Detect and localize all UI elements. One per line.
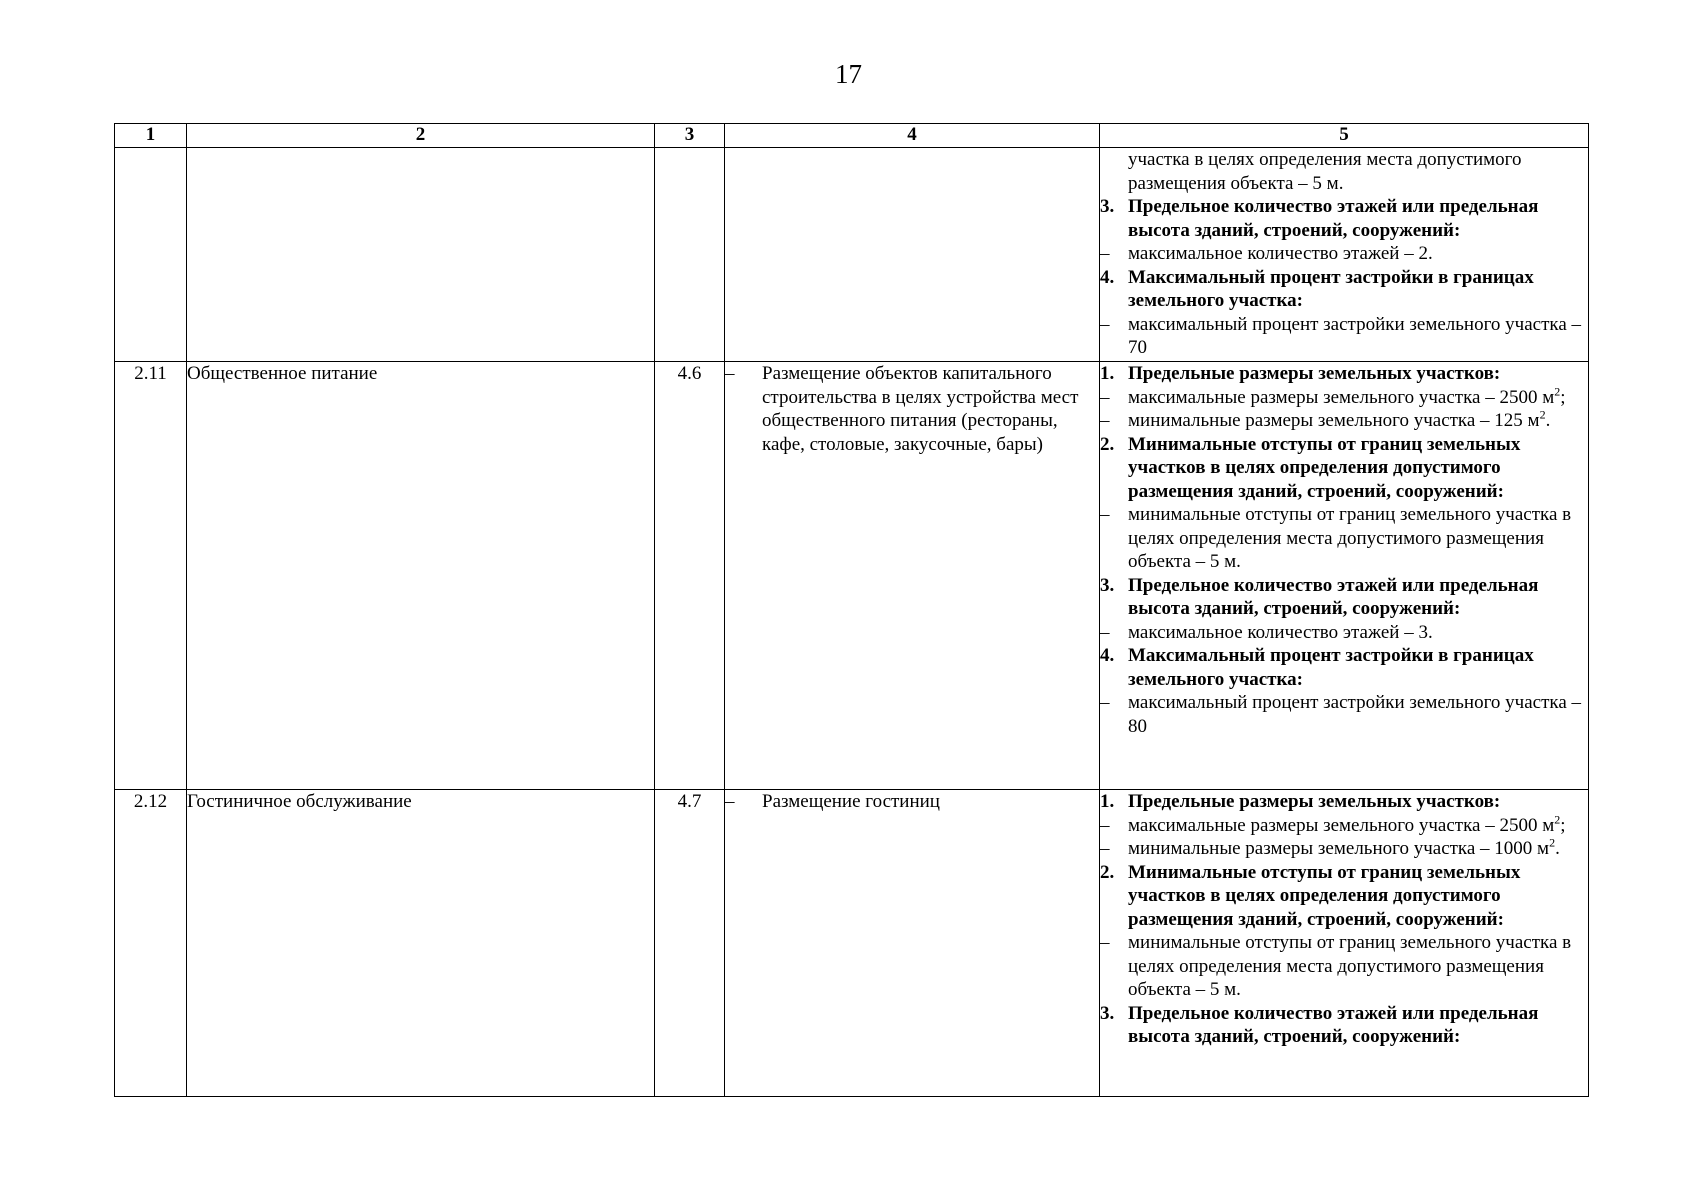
use-code-cell: 4.6 [655, 362, 725, 790]
dash-marker: – [1100, 814, 1110, 836]
description-cell [725, 148, 1100, 362]
parameter-text-main: Максимальный процент застройки в границах земельного участка: [1128, 266, 1534, 311]
row-number-cell [115, 148, 187, 362]
parameter-text [1128, 313, 1588, 360]
description-cell [725, 790, 1100, 1097]
parameter-text [1128, 148, 1588, 195]
parameter-text [1128, 837, 1588, 861]
dash-marker: – [1100, 410, 1110, 431]
parameter-text [1128, 433, 1588, 504]
table-row [115, 148, 1589, 362]
parameter-item [1100, 503, 1588, 574]
parameter-text [1128, 621, 1588, 645]
parameter-text-main: максимальное количество этажей – 3. [1128, 621, 1433, 643]
parameters-cell [1100, 790, 1589, 1097]
superscript: 2 [1554, 812, 1561, 827]
parameter-text-suffix: ; [1560, 814, 1566, 836]
use-name-cell: Гостиничное обслуживание [187, 790, 655, 1097]
heading-number: 1. [1100, 363, 1115, 384]
parameter-text-main: максимальный процент застройки земельного участка – 80 [1128, 692, 1582, 737]
use-name-cell [187, 148, 655, 362]
parameter-text [1128, 386, 1588, 410]
dash-marker: – [1100, 692, 1110, 713]
heading-number: 1. [1100, 791, 1115, 812]
heading-number: 2. [1100, 861, 1115, 883]
parameter-item [1100, 409, 1588, 433]
parameter-text [1128, 266, 1588, 313]
parameter-text-main: Максимальный процент застройки в границах земельного участка: [1128, 645, 1534, 690]
parameter-item [1100, 837, 1588, 861]
parameter-item [1100, 313, 1588, 360]
description-cell [725, 362, 1100, 790]
parameter-text [1128, 790, 1588, 814]
parameter-heading [1100, 362, 1588, 386]
parameter-text [1128, 1002, 1588, 1049]
page-number: 17 [835, 59, 862, 89]
parameter-text-main: Предельное количество этажей или предельная высота зданий, строений, сооружений: [1128, 1002, 1539, 1047]
parameter-item [1100, 386, 1588, 410]
superscript: 2 [1554, 384, 1561, 399]
parameter-text-main: минимальные отступы от границ земельного участка в целях определения места допустимого размещения объекта – 5 м. [1128, 932, 1572, 1000]
parameter-text-suffix: . [1545, 410, 1551, 431]
dash-marker: – [1100, 621, 1110, 643]
parameter-heading [1100, 861, 1588, 932]
parameter-item [1100, 814, 1588, 838]
dash-marker: – [1100, 504, 1110, 525]
parameter-heading [1100, 644, 1588, 691]
parameters-cell [1100, 148, 1589, 362]
parameter-text-main: максимальные размеры земельного участка – 2500 м [1128, 814, 1555, 836]
column-header: 4 [725, 124, 1100, 148]
parameter-heading [1100, 790, 1588, 814]
column-header: 2 [187, 124, 655, 148]
parameter-heading [1100, 1002, 1588, 1049]
heading-number: 4. [1100, 266, 1115, 288]
description-text: Размещение гостиниц [762, 791, 940, 812]
table-row [115, 362, 1589, 790]
dash-marker: – [1100, 838, 1110, 859]
parameter-text [1128, 574, 1588, 621]
dash-marker: – [1100, 386, 1110, 408]
heading-number: 3. [1100, 1002, 1115, 1024]
superscript: 2 [1549, 835, 1556, 850]
use-code-cell [655, 148, 725, 362]
parameter-heading [1100, 195, 1588, 242]
table-header-row [115, 124, 1589, 148]
column-header: 3 [655, 124, 725, 148]
dash-marker: – [725, 791, 735, 812]
parameter-heading [1100, 574, 1588, 621]
parameter-item [1100, 931, 1588, 1002]
table-body [115, 148, 1589, 1097]
column-header: 1 [115, 124, 187, 148]
superscript: 2 [1539, 407, 1546, 422]
parameter-text-main: минимальные размеры земельного участка – 1000 м [1128, 838, 1550, 859]
parameter-text [1128, 195, 1588, 242]
parameter-text-main: Минимальные отступы от границ земельных участков в целях определения допустимого размещения зданий, строений, сооружений: [1128, 433, 1521, 502]
parameter-text-main: максимальное количество этажей – 2. [1128, 243, 1433, 264]
parameter-item [1100, 242, 1588, 266]
parameter-text-main: Минимальные отступы от границ земельных участков в целях определения допустимого размещения зданий, строений, сооружений: [1128, 861, 1521, 930]
row-number-cell: 2.12 [115, 790, 187, 1097]
parameter-text-main: Предельные размеры земельных участков: [1128, 363, 1501, 384]
row-number-cell: 2.11 [115, 362, 187, 790]
parameter-text-main: максимальный процент застройки земельного участка – 70 [1128, 313, 1582, 358]
parameter-text [1128, 409, 1588, 433]
dash-marker: – [1100, 243, 1110, 264]
dash-marker: – [1100, 313, 1110, 335]
parameter-text [1128, 503, 1588, 574]
use-code-cell: 4.7 [655, 790, 725, 1097]
heading-number: 2. [1100, 433, 1115, 455]
parameter-text [1128, 814, 1588, 838]
dash-marker: – [1100, 932, 1110, 953]
parameter-text-suffix: . [1555, 838, 1560, 859]
table-row [115, 790, 1589, 1097]
parameter-text [1128, 691, 1588, 738]
heading-number: 3. [1100, 574, 1115, 596]
parameter-continuation [1100, 148, 1588, 195]
parameter-text-main: Предельные размеры земельных участков: [1128, 791, 1501, 812]
column-header: 5 [1100, 124, 1589, 148]
description-text: Размещение объектов капитального строительства в целях устройства мест общественного питания (рестораны, кафе, столовые, закусочные, бары) [762, 363, 1079, 455]
parameter-text-suffix: ; [1560, 386, 1566, 408]
parameter-item [1100, 621, 1588, 645]
parameter-text [1128, 931, 1588, 1002]
heading-number: 3. [1100, 196, 1115, 217]
parameter-text-main: Предельное количество этажей или предельная высота зданий, строений, сооружений: [1128, 574, 1539, 619]
parameter-text [1128, 242, 1588, 266]
description-item [725, 362, 1099, 456]
parameter-text-main: минимальные размеры земельного участка – 125 м [1128, 410, 1540, 431]
parameter-text [1128, 644, 1588, 691]
parameter-text-main: минимальные отступы от границ земельного участка в целях определения места допустимого размещения объекта – 5 м. [1128, 504, 1572, 572]
parameter-text [1128, 362, 1588, 386]
parameter-item [1100, 691, 1588, 738]
parameter-text-main: максимальные размеры земельного участка – 2500 м [1128, 386, 1555, 408]
parameters-cell [1100, 362, 1589, 790]
parameter-heading [1100, 266, 1588, 313]
use-name-cell: Общественное питание [187, 362, 655, 790]
description-item [725, 790, 1099, 814]
parameter-text-main: Предельное количество этажей или предельная высота зданий, строений, сооружений: [1128, 196, 1539, 241]
parameter-heading [1100, 433, 1588, 504]
zoning-table [114, 123, 1589, 1097]
dash-marker: – [725, 363, 735, 384]
parameter-text-main: участка в целях определения места допустимого размещения объекта – 5 м. [1128, 149, 1522, 194]
heading-number: 4. [1100, 645, 1115, 666]
parameter-text [1128, 861, 1588, 932]
